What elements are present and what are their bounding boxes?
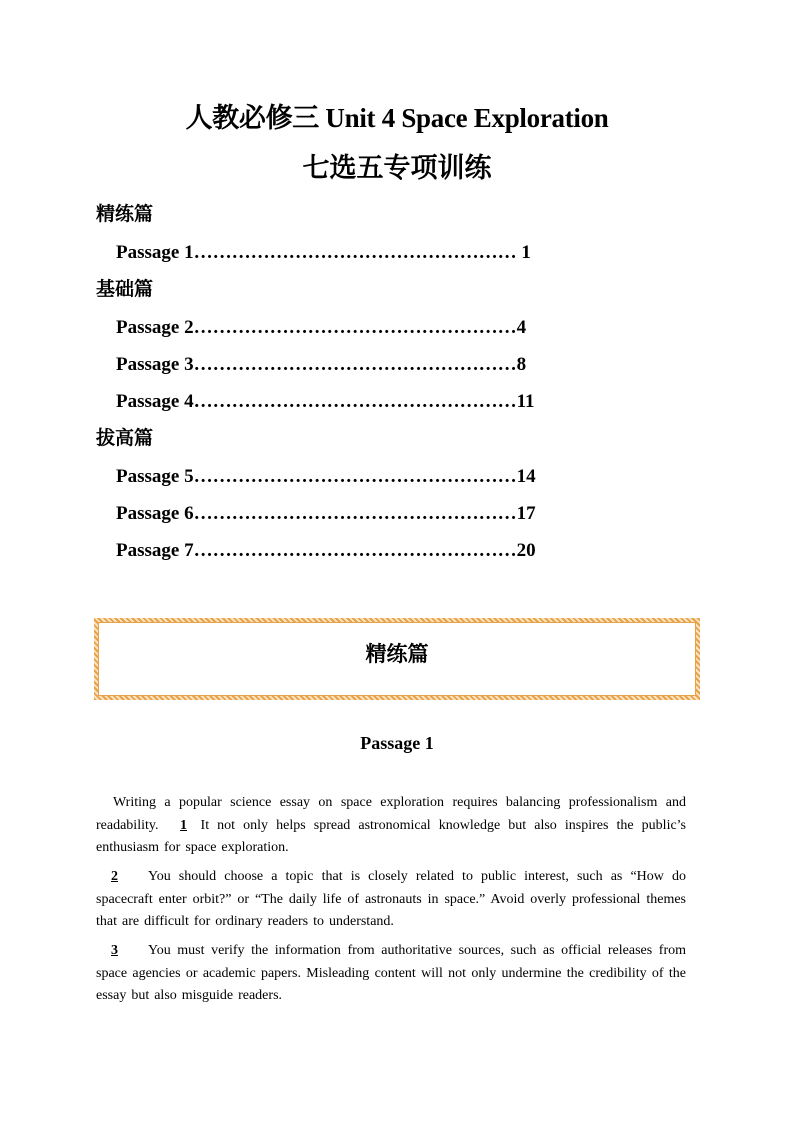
toc-section-heading: 精练篇 bbox=[96, 204, 154, 225]
section-banner-title: 精练篇 bbox=[365, 642, 429, 666]
toc-entry-label: Passage 4 bbox=[116, 391, 194, 412]
passage-paragraph-2 bbox=[96, 866, 686, 934]
toc-leader-dots: …………………………………………… bbox=[193, 354, 517, 375]
paragraph-text: You should choose a topic that is closely related to public interest, such as “How do spacecraft enter orbit?” or “The daily life of astronauts in space.” Avoid overly professional themes that are difficult for ordinary readers to understand. bbox=[96, 869, 686, 929]
passage-paragraph-3 bbox=[96, 940, 686, 1008]
paragraph-lead-text: Writing a popular science essay on space exploration requires balancing professionalism and readability. bbox=[96, 795, 686, 833]
toc-page-number: 14 bbox=[516, 466, 536, 487]
toc-leader-dots: …………………………………………… bbox=[193, 466, 517, 487]
toc-page-number: 1 bbox=[516, 242, 531, 263]
toc-entry-passage-4[interactable] bbox=[96, 383, 656, 420]
toc-page-number: 20 bbox=[516, 540, 536, 561]
answer-blank-1[interactable]: 1 bbox=[180, 817, 188, 833]
page-title: 人教必修三 Unit 4 Space Exploration bbox=[185, 103, 609, 133]
toc-entry-label: Passage 7 bbox=[116, 540, 194, 561]
toc-entry-passage-6[interactable] bbox=[96, 495, 656, 532]
toc-page-number: 4 bbox=[516, 317, 527, 338]
toc-leader-dots: …………………………………………… bbox=[193, 540, 517, 561]
toc-entry-passage-5[interactable] bbox=[96, 458, 656, 495]
toc-entry-passage-1[interactable] bbox=[96, 234, 656, 271]
toc-leader-dots: …………………………………………… bbox=[193, 391, 517, 412]
toc-entry-label: Passage 6 bbox=[116, 503, 194, 524]
toc-entry-passage-2[interactable] bbox=[96, 309, 656, 346]
toc-section-heading: 基础篇 bbox=[96, 279, 154, 300]
answer-blank-3[interactable]: 3 bbox=[111, 943, 118, 958]
toc-leader-dots: …………………………………………… bbox=[193, 242, 517, 263]
toc-leader-dots: …………………………………………… bbox=[193, 503, 517, 524]
toc-entry-label: Passage 3 bbox=[116, 354, 194, 375]
paragraph-text: You must verify the information from authoritative sources, such as official releases from space agencies or academic papers. Misleading content will not only undermine the credibility of the essay but also misguide readers. bbox=[96, 943, 686, 1003]
passage-title: Passage 1 bbox=[360, 733, 434, 753]
toc-page-number: 11 bbox=[516, 391, 535, 412]
page-subtitle: 七选五专项训练 bbox=[302, 153, 492, 183]
toc-page-number: 8 bbox=[516, 354, 527, 375]
passage-paragraph-1 bbox=[96, 792, 686, 860]
toc-section-heading: 拔高篇 bbox=[96, 428, 154, 449]
answer-blank-2[interactable]: 2 bbox=[111, 869, 118, 884]
toc-entry-passage-7[interactable] bbox=[96, 532, 656, 569]
toc-entry-label: Passage 1 bbox=[116, 242, 194, 263]
toc-leader-dots: …………………………………………… bbox=[193, 317, 517, 338]
section-banner bbox=[94, 618, 700, 700]
toc-page-number: 17 bbox=[516, 503, 536, 524]
paragraph-text: It not only helps spread astronomical knowledge but also inspires the public’s enthusiasm for space exploration. bbox=[96, 817, 687, 855]
toc-entry-passage-3[interactable] bbox=[96, 346, 656, 383]
table-of-contents bbox=[96, 196, 656, 569]
toc-entry-label: Passage 2 bbox=[116, 317, 194, 338]
toc-entry-label: Passage 5 bbox=[116, 466, 194, 487]
